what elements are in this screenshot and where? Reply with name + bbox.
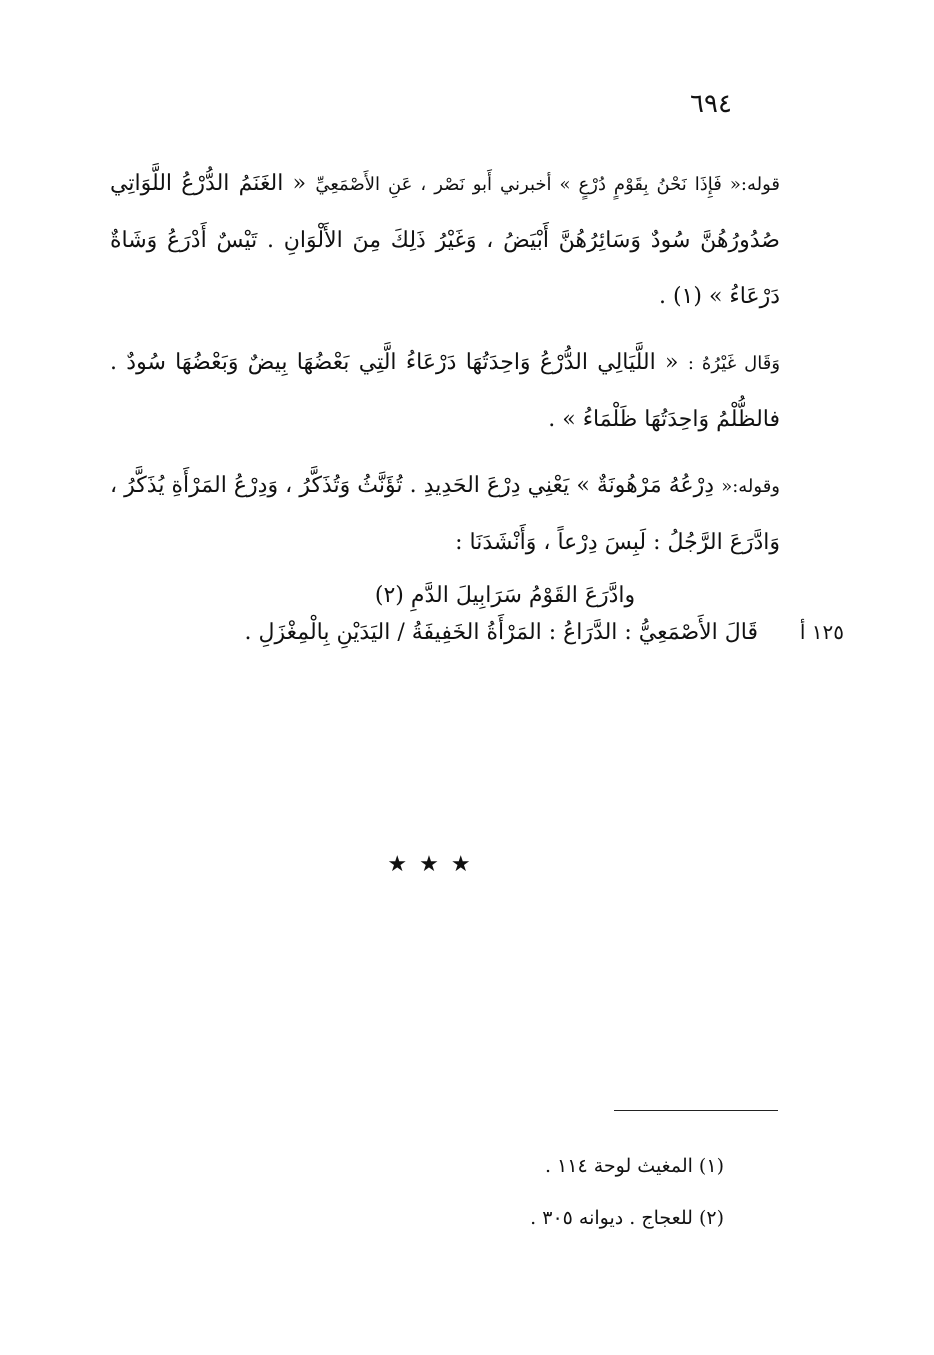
page-number: ٦٩٤ (690, 89, 732, 119)
paragraph-2-lead: وَقَال غَيْرُهُ : (687, 353, 781, 374)
footnote-1: (١) المغيث لوحة ١١٤ . (544, 1155, 724, 1177)
entry-text: قَالَ الأَصْمَعِيُّ : الدَّرَاعُ : المَرْأَةُ الخَفِيفَةُ / اليَدَيْنِ بِالْمِغْزَلِ . (244, 620, 758, 645)
paragraph-3-lead: وقوله:« (721, 476, 780, 497)
star-ornament: ★★★ (387, 852, 483, 877)
paragraph-3-body: دِرْعُهُ مَرْهُونَةٌ » يَعْنِي دِرْعَ الحَدِيدِ . تُؤَنَّثُ وَتُذَكَّرُ ، وَدِرْعُ المَرْأَةِ يُذَكَّرُ ، وَادَّرَعَ الرَّجُلُ : لَبِسَ دِرْعاً ، وَأَنْشَدَنَا : (110, 473, 780, 555)
verse-line: وادَّرَعَ القَوْمُ سَرَابِيلَ الدَّمِ (٢) (374, 583, 636, 608)
main-text-block (110, 156, 780, 621)
footnote-divider (614, 1110, 778, 1111)
footnote-2: (٢) للعجاج . ديوانه ٣٠٥ . (530, 1207, 724, 1229)
paragraph-3 (110, 458, 780, 571)
paragraph-2 (110, 335, 780, 448)
paragraph-2-body: « اللَّيَالِي الدُّرْعُ وَاحِدَتُهَا دَرْعَاءُ الَّتِي بَعْضُهَا بِيضٌ وَبَعْضُهَا سُودٌ . فالظُّلْمُ وَاحِدَتُهَا ظَلْمَاءُ » . (110, 350, 780, 432)
paragraph-1-body: « الغَنَمُ الدُّرْعُ اللَّوَاتِي صُدُورُهُنَّ سُودٌ وَسَائِرُهُنَّ أَبْيَضُ ، وَغَيْرُ ذَلِكَ مِنَ الأَلْوَانِ . تَيْسٌ أَدْرَعُ وَشَاةٌ دَرْعَاءُ » (١) . (110, 171, 780, 309)
paragraph-1 (110, 156, 780, 325)
footnotes (364, 1140, 724, 1244)
paragraph-1-lead: قوله:« فَإِذَا نَحْنُ بِقَوْمٍ دُرْعٍ » أخبرني أَبو نَصْر ، عَنِ الأَصْمَعِيِّ (315, 174, 780, 195)
manuscript-folio-ref: ١٢٥ أ (799, 620, 844, 644)
margin-entry (180, 604, 844, 661)
